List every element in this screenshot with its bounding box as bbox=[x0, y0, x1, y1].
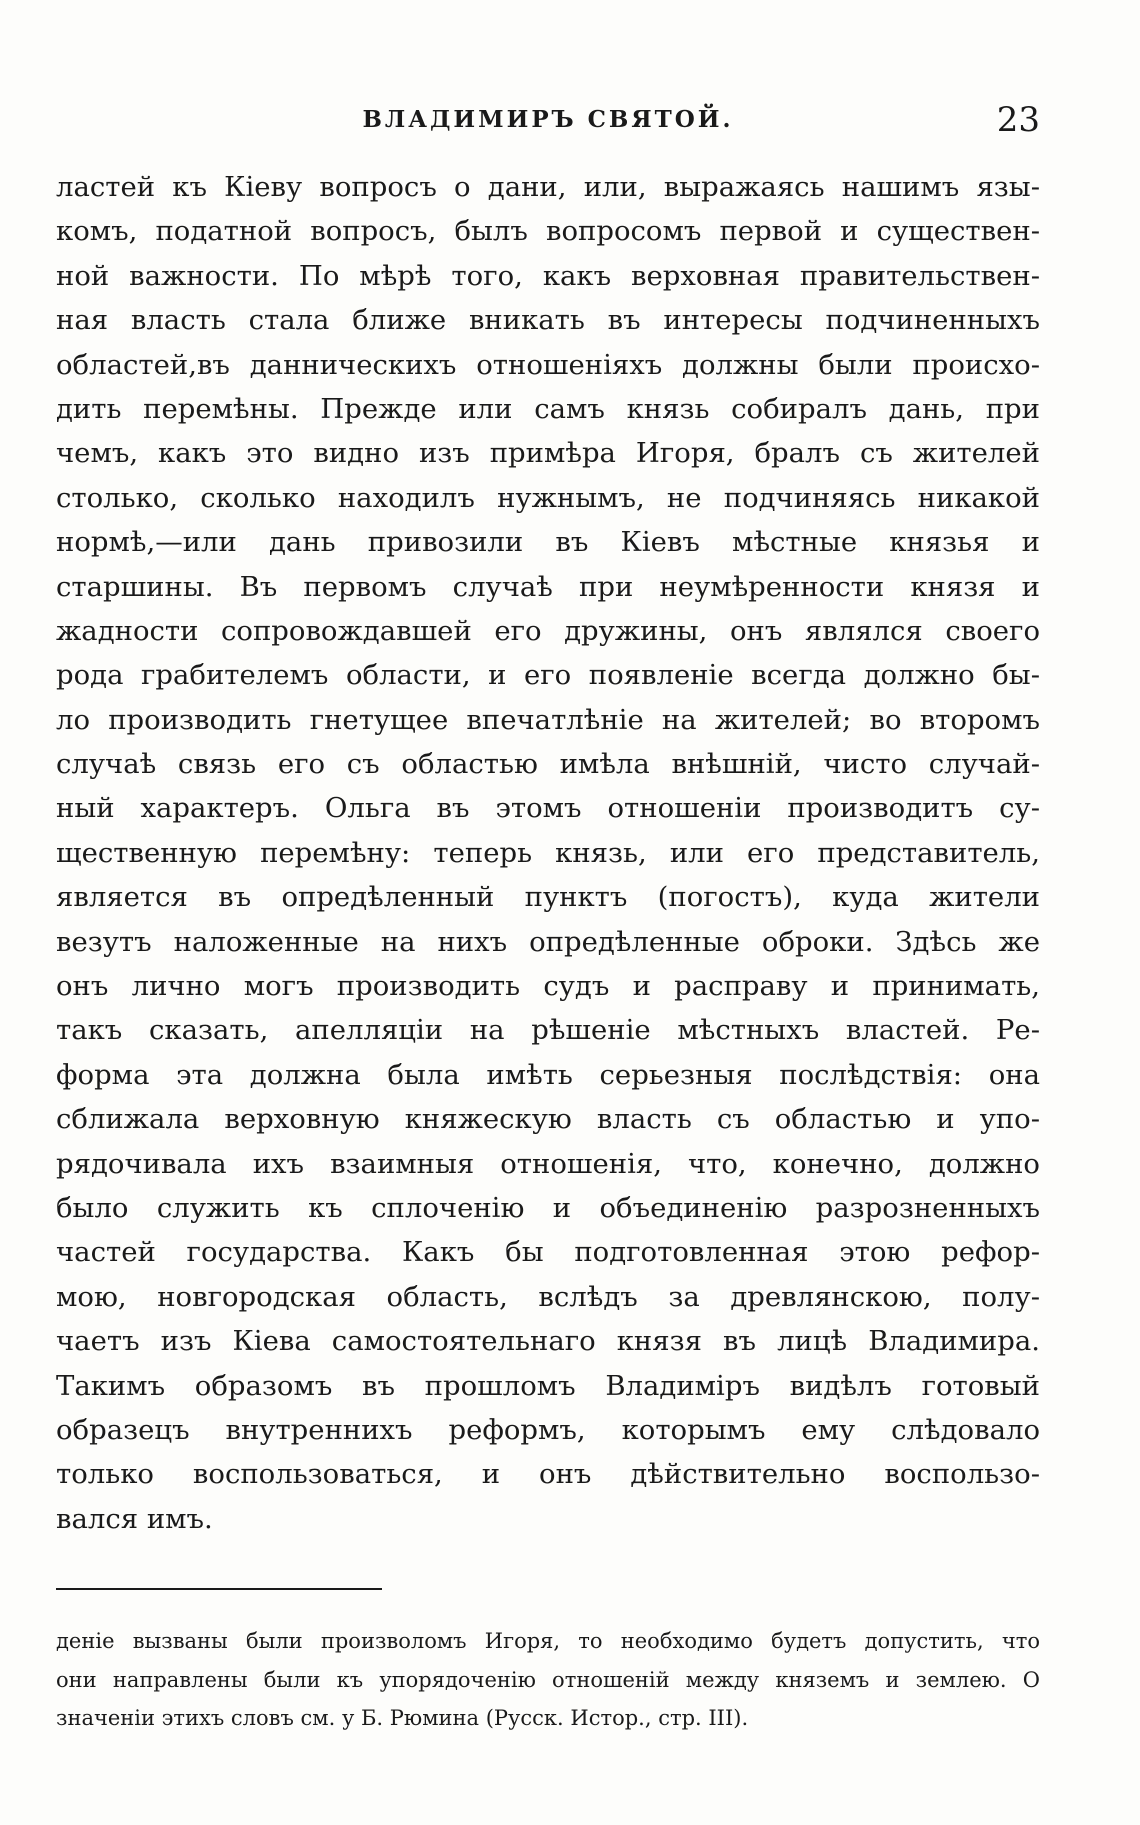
text-line: ной важности. По мѣрѣ того, какъ верховная правительствен- bbox=[56, 259, 1040, 292]
footnote-line: они направлены были къ упорядоченію отношеній между княземъ и землею. О bbox=[56, 1667, 1040, 1692]
text-line: только воспользоваться, и онъ дѣйствительно воспользо- bbox=[56, 1458, 1040, 1491]
running-head bbox=[56, 100, 1040, 144]
text-line: рядочивала ихъ взаимныя отношенія, что, конечно, должно bbox=[56, 1147, 1040, 1180]
page-number: 23 bbox=[996, 100, 1040, 140]
text-line: жадности сопровождавшей его дружины, онъ являлся своего bbox=[56, 614, 1040, 647]
text-line: везутъ наложенные на нихъ опредѣленные оброки. Здѣсь же bbox=[56, 925, 1040, 958]
text-line: ло производить гнетущее впечатлѣніе на жителей; во второмъ bbox=[56, 703, 1040, 736]
text-line: ный характеръ. Ольга въ этомъ отношеніи производитъ су- bbox=[56, 792, 1040, 825]
text-line: чемъ, какъ это видно изъ примѣра Игоря, бралъ съ жителей bbox=[56, 437, 1040, 470]
running-title: ВЛАДИМИРЪ СВЯТОЙ. bbox=[362, 106, 734, 133]
text-line: щественную перемѣну: теперь князь, или его представитель, bbox=[56, 836, 1040, 869]
text-line: было служить къ сплоченію и объединенію разрозненныхъ bbox=[56, 1191, 1040, 1224]
text-line: случаѣ связь его съ областью имѣла внѣшній, чисто случай- bbox=[56, 748, 1040, 781]
text-line: чаетъ изъ Кіева самостоятельнаго князя въ лицѣ Владимира. bbox=[56, 1325, 1040, 1358]
text-line: мою, новгородская область, вслѣдъ за древлянскою, полу- bbox=[56, 1280, 1040, 1313]
footnote-line: деніе вызваны были произволомъ Игоря, то необходимо будетъ допустить, что bbox=[56, 1629, 1040, 1653]
text-line: образецъ внутреннихъ реформъ, которымъ ему слѣдовало bbox=[56, 1413, 1040, 1446]
text-line: форма эта должна была имѣть серьезныя послѣдствія: она bbox=[56, 1058, 1040, 1091]
text-line: онъ лично могъ производить судъ и расправу и принимать, bbox=[56, 970, 1040, 1003]
footnote-line: значеніи этихъ словъ см. у Б. Рюмина (Русск. Истор., стр. III). bbox=[56, 1706, 749, 1730]
text-line: старшины. Въ первомъ случаѣ при неумѣренности князя и bbox=[56, 570, 1040, 603]
footnote bbox=[56, 1622, 1040, 1738]
body-text bbox=[56, 165, 1040, 1541]
text-line: областей,въ данническихъ отношеніяхъ должны были происхо- bbox=[56, 348, 1040, 381]
text-line: сближала верховную княжескую власть съ областью и упо- bbox=[56, 1103, 1040, 1136]
text-line: является въ опредѣленный пунктъ (погостъ), куда жители bbox=[56, 881, 1040, 914]
text-line: рода грабителемъ области, и его появленіе всегда должно бы- bbox=[56, 659, 1040, 692]
text-line: такъ сказать, апелляціи на рѣшеніе мѣстныхъ властей. Ре- bbox=[56, 1014, 1040, 1047]
text-line: нормѣ,—или дань привозили въ Кіевъ мѣстные князья и bbox=[56, 526, 1040, 559]
text-line: ластей къ Кіеву вопросъ о дани, или, выражаясь нашимъ язы- bbox=[56, 171, 1040, 203]
text-line: комъ, податной вопросъ, былъ вопросомъ первой и существен- bbox=[56, 215, 1040, 248]
text-line: ная власть стала ближе вникать въ интересы подчиненныхъ bbox=[56, 304, 1040, 337]
text-line: столько, сколько находилъ нужнымъ, не подчиняясь никакой bbox=[56, 481, 1040, 514]
text-line: дить перемѣны. Прежде или самъ князь собиралъ дань, при bbox=[56, 392, 1040, 425]
text-line: частей государства. Какъ бы подготовленная этою рефор- bbox=[56, 1236, 1040, 1269]
footnote-rule bbox=[56, 1588, 382, 1590]
text-line: Такимъ образомъ въ прошломъ Владиміръ видѣлъ готовый bbox=[56, 1369, 1040, 1402]
text-line: вался имъ. bbox=[56, 1502, 213, 1535]
